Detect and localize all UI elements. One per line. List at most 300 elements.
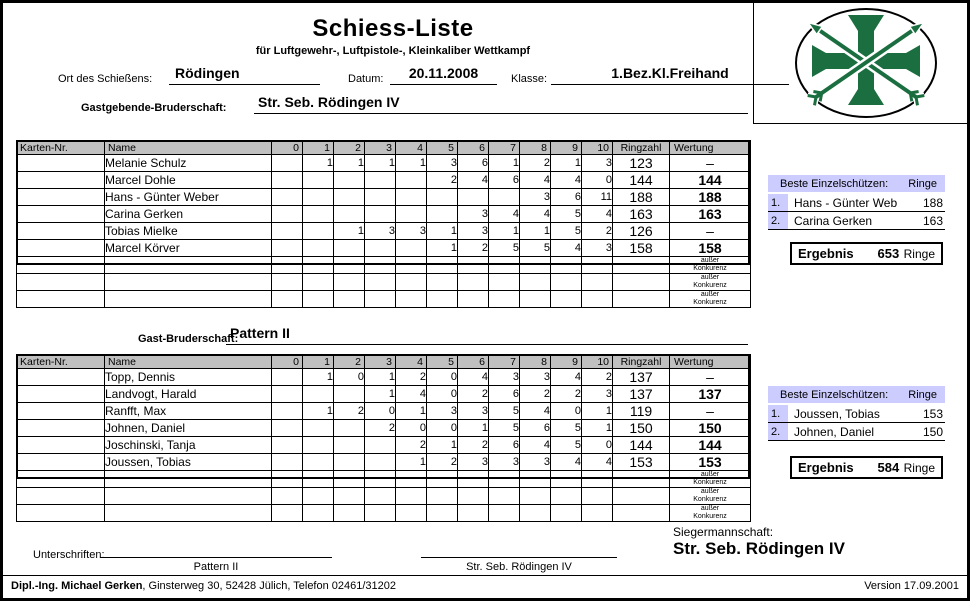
ring-count-cell[interactable]: 1 [396, 155, 427, 172]
ring-count-cell[interactable]: 2 [582, 223, 613, 240]
ring-count-cell[interactable] [334, 240, 365, 257]
ring-count-cell[interactable] [365, 437, 396, 454]
ring-count-cell[interactable]: 3 [489, 454, 520, 471]
out-of-competition-note: außer Konkurenz [670, 257, 751, 274]
ring-count-cell[interactable] [303, 454, 334, 471]
guest-best-rows [768, 405, 945, 441]
signature-line-guest[interactable] [100, 542, 332, 558]
empty-cell[interactable] [365, 471, 396, 488]
empty-cell[interactable] [303, 274, 334, 291]
ring-count-cell[interactable] [303, 223, 334, 240]
empty-cell[interactable] [458, 274, 489, 291]
column-header: 7 [489, 355, 520, 369]
ring-count-cell[interactable]: 0 [365, 403, 396, 420]
empty-cell[interactable] [613, 505, 670, 522]
footer-author-name: Dipl.-Ing. Michael Gerken [11, 580, 143, 592]
ring-count-cell[interactable]: 1 [334, 155, 365, 172]
column-header: 0 [272, 141, 303, 155]
ring-count-cell[interactable]: 4 [582, 206, 613, 223]
shooter-name-cell[interactable]: Johnen, Daniel [105, 420, 272, 437]
ring-count-cell[interactable]: 3 [458, 403, 489, 420]
empty-cell[interactable] [365, 505, 396, 522]
ring-count-cell[interactable] [334, 386, 365, 403]
ring-count-cell[interactable]: 1 [520, 223, 551, 240]
ring-count-cell[interactable]: 3 [427, 403, 458, 420]
wertung-cell: 158 [670, 240, 751, 257]
guest-result-unit: Ringe [903, 460, 935, 475]
card-number-cell[interactable] [17, 403, 105, 420]
ringzahl-total-cell: 137 [613, 369, 670, 386]
empty-cell[interactable] [489, 274, 520, 291]
ring-count-cell[interactable]: 2 [334, 403, 365, 420]
empty-cell[interactable] [334, 471, 365, 488]
ring-count-cell[interactable]: 4 [520, 437, 551, 454]
ring-count-cell[interactable]: 2 [427, 454, 458, 471]
ring-count-cell[interactable]: 1 [365, 369, 396, 386]
ring-count-cell[interactable]: 1 [489, 223, 520, 240]
ring-count-cell[interactable] [489, 189, 520, 206]
guest-best-header [768, 386, 945, 403]
ring-count-cell[interactable] [272, 240, 303, 257]
ring-count-cell[interactable] [272, 386, 303, 403]
ring-count-cell[interactable]: 4 [489, 206, 520, 223]
empty-cell[interactable] [520, 488, 551, 505]
empty-cell[interactable] [458, 488, 489, 505]
ring-count-cell[interactable]: 1 [582, 420, 613, 437]
ring-count-cell[interactable]: 4 [520, 206, 551, 223]
score-row [17, 155, 751, 172]
column-header: Ringzahl [613, 141, 670, 155]
best-shooter-row [768, 405, 945, 423]
ring-count-cell[interactable]: 3 [396, 223, 427, 240]
empty-cell[interactable] [365, 274, 396, 291]
ring-count-cell[interactable] [427, 189, 458, 206]
ring-count-cell[interactable] [272, 369, 303, 386]
ring-count-cell[interactable]: 1 [334, 223, 365, 240]
header-row [17, 355, 751, 369]
ring-count-cell[interactable]: 3 [582, 240, 613, 257]
ring-count-cell[interactable]: 2 [551, 386, 582, 403]
empty-cell[interactable] [334, 505, 365, 522]
empty-cell[interactable] [458, 257, 489, 274]
empty-cell[interactable] [303, 488, 334, 505]
ring-count-cell[interactable]: 1 [427, 223, 458, 240]
shooter-name-cell[interactable]: Carina Gerken [105, 206, 272, 223]
column-header: 4 [396, 355, 427, 369]
ring-count-cell[interactable]: 2 [427, 172, 458, 189]
empty-cell[interactable] [272, 471, 303, 488]
wertung-cell: 137 [670, 386, 751, 403]
empty-cell[interactable] [489, 471, 520, 488]
ring-count-cell[interactable]: 3 [520, 369, 551, 386]
empty-cell[interactable] [489, 291, 520, 308]
empty-cell[interactable] [334, 488, 365, 505]
ring-count-cell[interactable]: 5 [489, 420, 520, 437]
empty-cell[interactable] [17, 488, 105, 505]
datum-field[interactable]: 20.11.2008 [390, 65, 497, 85]
ring-count-cell[interactable]: 5 [489, 403, 520, 420]
empty-score-row [17, 257, 751, 274]
ring-count-cell[interactable]: 3 [582, 155, 613, 172]
ring-count-cell[interactable]: 1 [365, 386, 396, 403]
out-of-competition-note: außer Konkurenz [670, 505, 751, 522]
ort-field[interactable]: Rödingen [169, 65, 320, 85]
empty-cell[interactable] [396, 505, 427, 522]
ring-count-cell[interactable] [272, 172, 303, 189]
ring-count-cell[interactable]: 5 [489, 240, 520, 257]
ring-count-cell[interactable] [334, 189, 365, 206]
ring-count-cell[interactable]: 0 [427, 420, 458, 437]
ring-count-cell[interactable]: 1 [303, 403, 334, 420]
empty-cell[interactable] [427, 505, 458, 522]
ring-count-cell[interactable] [272, 437, 303, 454]
ring-count-cell[interactable]: 4 [458, 369, 489, 386]
ring-count-cell[interactable]: 0 [396, 420, 427, 437]
ring-count-cell[interactable]: 2 [458, 437, 489, 454]
ring-count-cell[interactable]: 5 [520, 240, 551, 257]
ring-count-cell[interactable] [272, 454, 303, 471]
empty-cell[interactable] [427, 488, 458, 505]
empty-cell[interactable] [334, 291, 365, 308]
empty-cell[interactable] [105, 505, 272, 522]
ring-count-cell[interactable]: 1 [365, 155, 396, 172]
shooter-name-cell[interactable]: Joschinski, Tanja [105, 437, 272, 454]
card-number-cell[interactable] [17, 189, 105, 206]
guest-best-panel [768, 386, 945, 441]
score-row [17, 240, 751, 257]
guest-brotherhood-field[interactable]: Pattern II [226, 325, 748, 345]
column-header: 6 [458, 141, 489, 155]
ring-count-cell[interactable]: 6 [520, 420, 551, 437]
column-header: Wertung [670, 141, 751, 155]
shooter-name-cell[interactable]: Topp, Dennis [105, 369, 272, 386]
empty-cell[interactable] [396, 291, 427, 308]
card-number-cell[interactable] [17, 223, 105, 240]
empty-cell[interactable] [105, 488, 272, 505]
ring-count-cell[interactable]: 4 [551, 454, 582, 471]
ring-count-cell[interactable]: 6 [458, 155, 489, 172]
card-number-cell[interactable] [17, 206, 105, 223]
empty-score-row [17, 505, 751, 522]
ring-count-cell[interactable]: 1 [489, 155, 520, 172]
shooter-name-cell[interactable]: Tobias Mielke [105, 223, 272, 240]
column-header: 2 [334, 141, 365, 155]
score-row [17, 420, 751, 437]
empty-cell[interactable] [396, 471, 427, 488]
ring-count-cell[interactable]: 4 [520, 172, 551, 189]
host-best-rows [768, 194, 945, 230]
ring-count-cell[interactable] [272, 189, 303, 206]
ring-count-cell[interactable] [272, 206, 303, 223]
ring-count-cell[interactable] [303, 240, 334, 257]
empty-cell[interactable] [520, 257, 551, 274]
empty-cell[interactable] [582, 488, 613, 505]
score-row [17, 386, 751, 403]
ring-count-cell[interactable]: 1 [427, 240, 458, 257]
ring-count-cell[interactable]: 2 [582, 369, 613, 386]
ring-count-cell[interactable] [365, 240, 396, 257]
ring-count-cell[interactable]: 6 [551, 189, 582, 206]
ring-count-cell[interactable]: 4 [551, 240, 582, 257]
empty-cell[interactable] [105, 257, 272, 274]
ring-count-cell[interactable]: 5 [551, 206, 582, 223]
empty-cell[interactable] [458, 291, 489, 308]
empty-cell[interactable] [582, 505, 613, 522]
ring-count-cell[interactable]: 5 [551, 420, 582, 437]
empty-cell[interactable] [613, 291, 670, 308]
shooter-name-cell[interactable]: Landvogt, Harald [105, 386, 272, 403]
empty-cell[interactable] [551, 257, 582, 274]
ring-count-cell[interactable]: 11 [582, 189, 613, 206]
ring-count-cell[interactable] [272, 403, 303, 420]
ring-count-cell[interactable]: 1 [303, 155, 334, 172]
empty-cell[interactable] [272, 257, 303, 274]
ring-count-cell[interactable] [334, 172, 365, 189]
column-header: Ringzahl [613, 355, 670, 369]
empty-cell[interactable] [272, 505, 303, 522]
score-row [17, 454, 751, 471]
ring-count-cell[interactable]: 3 [520, 189, 551, 206]
ring-count-cell[interactable] [427, 206, 458, 223]
ring-count-cell[interactable] [365, 189, 396, 206]
best-shooter-row [768, 212, 945, 230]
host-result-box [790, 242, 943, 265]
ring-count-cell[interactable]: 0 [551, 403, 582, 420]
ring-count-cell[interactable]: 0 [582, 437, 613, 454]
ring-count-cell[interactable] [396, 206, 427, 223]
empty-cell[interactable] [551, 291, 582, 308]
empty-cell[interactable] [303, 505, 334, 522]
best-shooter-rings: 163 [922, 213, 943, 228]
ring-count-cell[interactable]: 4 [396, 386, 427, 403]
empty-cell[interactable] [613, 471, 670, 488]
card-number-cell[interactable] [17, 420, 105, 437]
ring-count-cell[interactable]: 4 [551, 172, 582, 189]
ring-count-cell[interactable]: 2 [365, 420, 396, 437]
host-best-title: Beste Einzelschützen: [780, 177, 889, 190]
empty-cell[interactable] [17, 505, 105, 522]
card-number-cell[interactable] [17, 386, 105, 403]
empty-cell[interactable] [551, 488, 582, 505]
ring-count-cell[interactable]: 4 [551, 369, 582, 386]
empty-cell[interactable] [520, 505, 551, 522]
card-number-cell[interactable] [17, 172, 105, 189]
ring-count-cell[interactable]: 5 [551, 223, 582, 240]
ring-count-cell[interactable]: 4 [520, 403, 551, 420]
ring-count-cell[interactable] [272, 223, 303, 240]
shooter-name-cell[interactable]: Ranfft, Max [105, 403, 272, 420]
ring-count-cell[interactable]: 2 [458, 386, 489, 403]
empty-cell[interactable] [613, 257, 670, 274]
ring-count-cell[interactable]: 6 [489, 437, 520, 454]
score-row [17, 437, 751, 454]
guest-score-table [16, 354, 751, 522]
empty-cell[interactable] [551, 471, 582, 488]
card-number-cell[interactable] [17, 454, 105, 471]
ort-label: Ort des Schießens: [58, 73, 153, 85]
wertung-cell: 153 [670, 454, 751, 471]
empty-cell[interactable] [520, 291, 551, 308]
wertung-cell: 144 [670, 437, 751, 454]
ring-count-cell[interactable] [303, 206, 334, 223]
empty-cell[interactable] [520, 274, 551, 291]
ring-count-cell[interactable]: 2 [396, 437, 427, 454]
ring-count-cell[interactable] [396, 189, 427, 206]
ring-count-cell[interactable]: 1 [582, 403, 613, 420]
empty-cell[interactable] [365, 291, 396, 308]
ring-count-cell[interactable]: 3 [582, 386, 613, 403]
empty-cell[interactable] [613, 488, 670, 505]
empty-cell[interactable] [105, 291, 272, 308]
empty-cell[interactable] [365, 257, 396, 274]
ring-count-cell[interactable] [365, 454, 396, 471]
empty-cell[interactable] [458, 471, 489, 488]
ring-count-cell[interactable]: 6 [489, 172, 520, 189]
ring-count-cell[interactable] [272, 155, 303, 172]
empty-cell[interactable] [272, 291, 303, 308]
ring-count-cell[interactable]: 2 [520, 155, 551, 172]
ring-count-cell[interactable] [458, 189, 489, 206]
empty-cell[interactable] [303, 257, 334, 274]
empty-cell[interactable] [365, 488, 396, 505]
ring-count-cell[interactable] [396, 172, 427, 189]
shooter-name-cell[interactable]: Marcel Körver [105, 240, 272, 257]
column-header: 3 [365, 355, 396, 369]
ring-count-cell[interactable]: 1 [396, 454, 427, 471]
ring-count-cell[interactable] [303, 437, 334, 454]
empty-cell[interactable] [427, 471, 458, 488]
empty-cell[interactable] [303, 471, 334, 488]
empty-cell[interactable] [272, 488, 303, 505]
ring-count-cell[interactable]: 3 [458, 206, 489, 223]
host-result-value: 653 [877, 245, 900, 261]
ring-count-cell[interactable]: 2 [520, 386, 551, 403]
version-label: Version 17.09.2001 [864, 580, 959, 592]
empty-cell[interactable] [427, 274, 458, 291]
ring-count-cell[interactable]: 1 [551, 155, 582, 172]
ring-count-cell[interactable]: 1 [303, 369, 334, 386]
shooter-name-cell[interactable]: Joussen, Tobias [105, 454, 272, 471]
card-number-cell[interactable] [17, 155, 105, 172]
empty-cell[interactable] [489, 257, 520, 274]
empty-cell[interactable] [17, 471, 105, 488]
empty-cell[interactable] [396, 257, 427, 274]
ring-count-cell[interactable]: 3 [427, 155, 458, 172]
ring-count-cell[interactable] [303, 386, 334, 403]
ring-count-cell[interactable] [334, 454, 365, 471]
empty-cell[interactable] [396, 488, 427, 505]
empty-cell[interactable] [489, 505, 520, 522]
score-row [17, 223, 751, 240]
ring-count-cell[interactable]: 3 [520, 454, 551, 471]
shooter-name-cell[interactable]: Hans - Günter Weber [105, 189, 272, 206]
empty-cell[interactable] [613, 274, 670, 291]
ring-count-cell[interactable] [365, 206, 396, 223]
ringzahl-total-cell: 123 [613, 155, 670, 172]
brotherhood-cross-arrows-icon [754, 3, 968, 123]
empty-cell[interactable] [334, 257, 365, 274]
ring-count-cell[interactable]: 2 [458, 240, 489, 257]
ringzahl-total-cell: 158 [613, 240, 670, 257]
score-row [17, 172, 751, 189]
guest-best-title: Beste Einzelschützen: [780, 388, 889, 401]
ring-count-cell[interactable]: 3 [458, 454, 489, 471]
ring-count-cell[interactable]: 0 [334, 369, 365, 386]
empty-cell[interactable] [17, 291, 105, 308]
ring-count-cell[interactable]: 4 [458, 172, 489, 189]
ring-count-cell[interactable]: 3 [489, 369, 520, 386]
empty-cell[interactable] [489, 488, 520, 505]
empty-cell[interactable] [303, 291, 334, 308]
ring-count-cell[interactable] [334, 437, 365, 454]
shooter-name-cell[interactable]: Melanie Schulz [105, 155, 272, 172]
empty-cell[interactable] [427, 291, 458, 308]
card-number-cell[interactable] [17, 437, 105, 454]
empty-cell[interactable] [272, 274, 303, 291]
card-number-cell[interactable] [17, 369, 105, 386]
ring-count-cell[interactable] [303, 420, 334, 437]
card-number-cell[interactable] [17, 240, 105, 257]
ring-count-cell[interactable]: 0 [427, 386, 458, 403]
winner-label: Siegermannschaft: [673, 525, 774, 539]
ring-count-cell[interactable] [334, 206, 365, 223]
ring-count-cell[interactable]: 2 [396, 369, 427, 386]
wertung-cell: 144 [670, 172, 751, 189]
empty-cell[interactable] [520, 471, 551, 488]
ring-count-cell[interactable]: 3 [365, 223, 396, 240]
ring-count-cell[interactable]: 0 [582, 172, 613, 189]
empty-cell[interactable] [334, 274, 365, 291]
column-header: 3 [365, 141, 396, 155]
ring-count-cell[interactable] [272, 420, 303, 437]
empty-cell[interactable] [17, 257, 105, 274]
shooter-name-cell[interactable]: Marcel Dohle [105, 172, 272, 189]
ring-count-cell[interactable]: 1 [427, 437, 458, 454]
empty-cell[interactable] [427, 257, 458, 274]
ring-count-cell[interactable] [303, 189, 334, 206]
empty-cell[interactable] [582, 257, 613, 274]
best-shooter-rings: 188 [922, 195, 943, 210]
empty-cell[interactable] [551, 274, 582, 291]
ring-count-cell[interactable] [365, 172, 396, 189]
score-row [17, 189, 751, 206]
ring-count-cell[interactable] [303, 172, 334, 189]
klasse-field[interactable]: 1.Bez.Kl.Freihand [551, 65, 789, 85]
signature-line-host[interactable] [421, 542, 617, 558]
ring-count-cell[interactable] [396, 240, 427, 257]
host-brotherhood-field[interactable]: Str. Seb. Rödingen IV [254, 94, 748, 114]
ring-count-cell[interactable]: 0 [427, 369, 458, 386]
ring-count-cell[interactable]: 1 [458, 420, 489, 437]
empty-cell[interactable] [551, 505, 582, 522]
ring-count-cell[interactable]: 5 [551, 437, 582, 454]
ring-count-cell[interactable]: 3 [458, 223, 489, 240]
page-title: Schiess-Liste [312, 15, 474, 42]
ring-count-cell[interactable]: 4 [582, 454, 613, 471]
empty-cell[interactable] [582, 274, 613, 291]
empty-cell[interactable] [396, 274, 427, 291]
ring-count-cell[interactable]: 1 [396, 403, 427, 420]
ring-count-cell[interactable] [334, 420, 365, 437]
footer-divider [3, 575, 967, 576]
ring-count-cell[interactable]: 6 [489, 386, 520, 403]
empty-cell[interactable] [105, 274, 272, 291]
empty-cell[interactable] [458, 505, 489, 522]
empty-cell[interactable] [582, 471, 613, 488]
empty-cell[interactable] [17, 274, 105, 291]
empty-cell[interactable] [105, 471, 272, 488]
empty-cell[interactable] [582, 291, 613, 308]
